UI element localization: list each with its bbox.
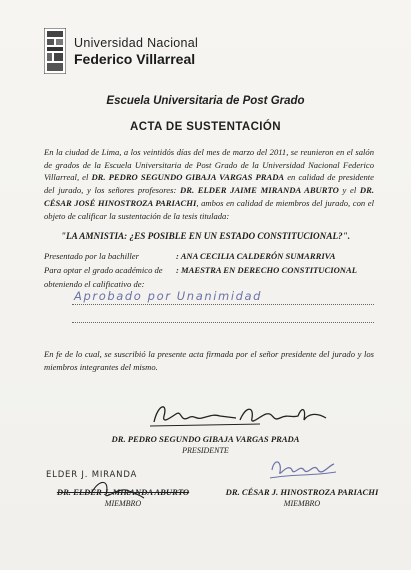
field-label: Para optar el grado académico de — [44, 265, 163, 275]
member-left-handwritten: ELDER J. MIRANDA — [46, 470, 138, 480]
intro-paragraph — [44, 146, 374, 222]
field-row — [44, 265, 357, 275]
thesis-title: "LA AMNISTIA: ¿ES POSIBLE EN UN ESTADO CONSTITUCIONAL?". — [60, 231, 351, 241]
member-right-role: MIEMBRO — [283, 499, 321, 508]
intro-member2: DR. CÉSAR JOSÉ HINOSTROZA PARIACHI — [44, 185, 374, 208]
intro-president: DR. PEDRO SEGUNDO GIBAJA VARGAS PRADA — [91, 172, 285, 183]
intro-text-4: , ambos en calidad de miembros del jurado, con el objeto de calificar la sustentación de la tesis titulada: — [44, 197, 374, 221]
closing-paragraph: En fe de lo cual, se suscribió la presente acta firmada por el señor presidente del jurado y los miembros integrantes del mismo. — [44, 349, 374, 372]
field-label: obteniendo el calificativo de: — [44, 279, 145, 289]
president-role: PRESIDENTE — [182, 446, 229, 455]
handwritten-grade: Aprobado por Unanimidad — [74, 289, 263, 303]
member-right-signature — [262, 452, 342, 484]
member-right-name: DR. CÉSAR J. HINOSTROZA PARIACHI — [225, 487, 379, 497]
university-name-line2: Federico Villarreal — [74, 51, 196, 67]
field-row — [44, 279, 176, 289]
field-value: : ANA CECILIA CALDERÓN SUMARRIVA — [176, 251, 336, 261]
intro-member1: DR. ELDER JAIME MIRANDA ABURTO — [180, 185, 339, 196]
dotted-line — [72, 304, 374, 305]
intro-text-2: en calidad de presidente del jurado, y los señores profesores: — [44, 172, 374, 196]
member-left-role: MIEMBRO — [104, 499, 142, 508]
intro-text-1: En la ciudad de Lima, a los veintidós días del mes de marzo del 2011, se reunieron en el salón de grados de la Escuela Universitaria de Post Grado de la Universidad Nacional Federico Villarreal, el — [44, 147, 374, 183]
president-signature — [140, 396, 340, 432]
dotted-line — [72, 322, 374, 323]
field-row — [44, 251, 336, 261]
intro-text-3: y el — [338, 185, 360, 196]
university-name-line1: Universidad Nacional — [74, 36, 199, 50]
school-name: Escuela Universitaria de Post Grado — [106, 95, 305, 107]
field-value: : MAESTRA EN DERECHO CONSTITUCIONAL — [176, 265, 357, 275]
president-name: DR. PEDRO SEGUNDO GIBAJA VARGAS PRADA — [111, 434, 300, 444]
university-crest-icon — [44, 28, 66, 74]
field-label: Presentado por la bachiller — [44, 251, 139, 261]
document-title: ACTA DE SUSTENTACIÓN — [130, 121, 281, 133]
member-left-name: DR. ELDER J. MIRANDA ABURTO — [56, 487, 190, 497]
